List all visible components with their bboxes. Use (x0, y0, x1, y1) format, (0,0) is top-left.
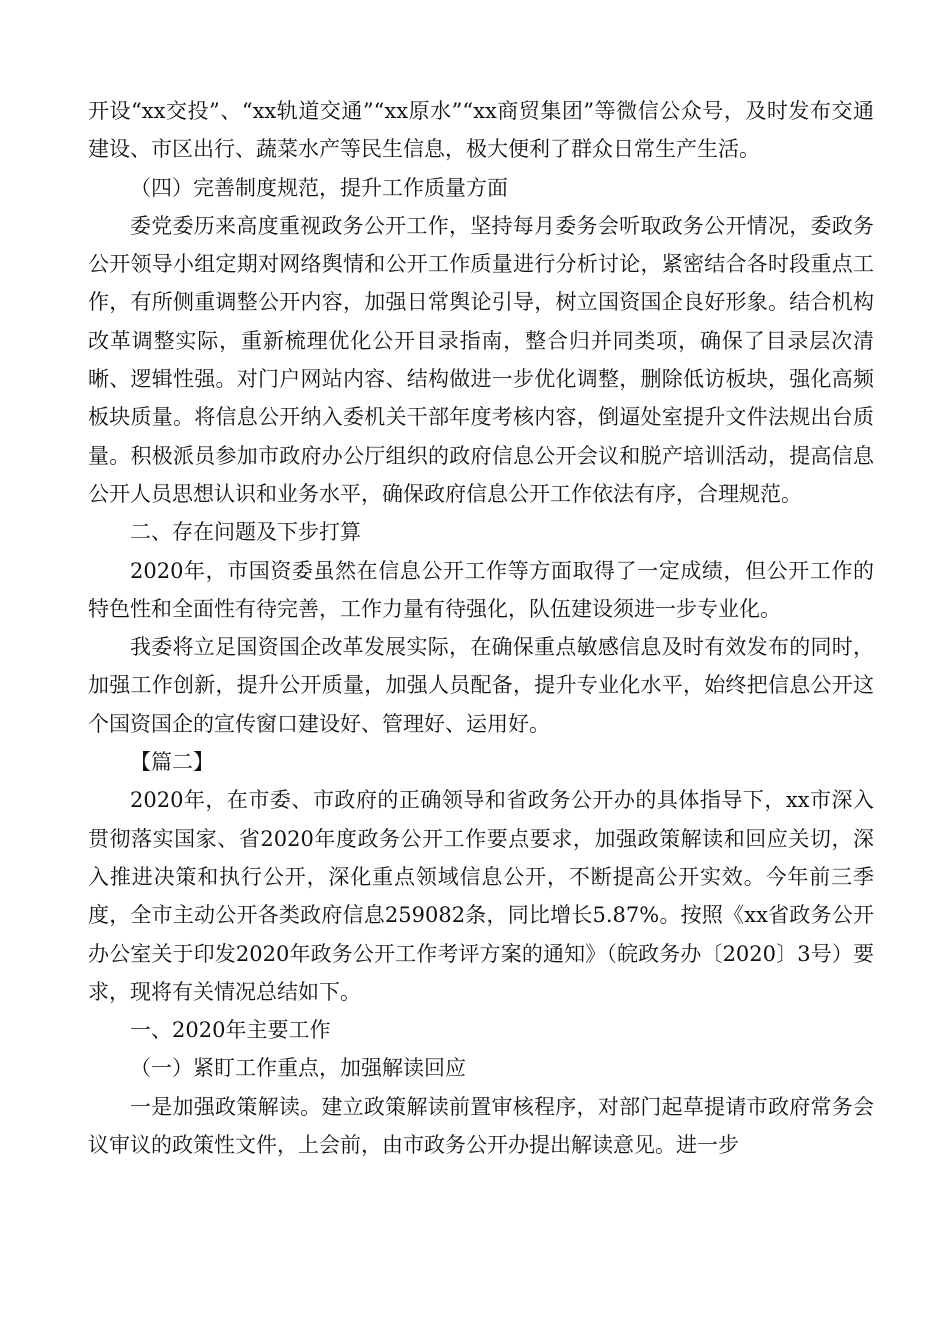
paragraph-problems: 2020年，市国资委虽然在信息公开工作等方面取得了一定成绩，但公开工作的特色性和全面性有待完善，工作力量有待强化，队伍建设须进一步专业化。 (88, 558, 874, 621)
paragraph-regulations: 委党委历来高度重视政务公开工作，坚持每月委务会听取政务公开情况，委政务公开领导小组定期对网络舆情和公开工作质量进行分析讨论，紧密结合各时段重点工作，有所侧重调整公开内容，加强日常舆论引导，树立国资国企良好形象。结合机构改革调整实际，重新梳理优化公开目录指南，整合归并同类项，确保了目录层次清晰、逻辑性强。对门户网站内容、结构做进一步优化调整，删除低访板块，强化高频板块质量。将信息公开纳入委机关干部年度考核内容，倒逼处室提升文件法规出台质量。积极派员参加市政府办公厅组织的政府信息公开会议和脱产培训活动，提高信息公开人员思想认识和业务水平，确保政府信息公开工作依法有序，合理规范。 (88, 213, 874, 506)
subsection-heading-interpretation: （一）紧盯工作重点，加强解读回应 (130, 1056, 466, 1081)
paragraph-wechat-accounts: 开设“xx交投”、“xx轨道交通”“xx原水”“xx商贸集团”等微信公众号，及时发布交通建设、市区出行、蔬菜水产等民生信息，极大便利了群众日常生产生活。 (88, 99, 874, 162)
part-two-heading: 【篇二】 (130, 750, 214, 775)
paragraph-plans: 我委将立足国资国企改革发展实际，在确保重点敏感信息及时有效发布的同时，加强工作创新，提升公开质量，加强人员配备，提升专业化水平，始终把信息公开这个国资国企的宣传窗口建设好、管理好、运用好。 (88, 635, 874, 736)
paragraph-policy-interpretation: 一是加强政策解读。建立政策解读前置审核程序，对部门起草提请市政府常务会议审议的政策性文件，上会前，由市政务公开办提出解读意见。进一步 (88, 1094, 874, 1158)
paragraph-part-two-intro: 2020年，在市委、市政府的正确领导和省政务公开办的具体指导下，xx市深入贯彻落实国家、省2020年度政务公开工作要点要求，加强政策解读和回应关切，深入推进决策和执行公开，深化重点领域信息公开，不断提高公开实效。今年前三季度，全市主动公开各类政府信息259082条，同比增长5.87%。按照《xx省政务公开办公室关于印发2020年政务公开工作考评方案的通知》（皖政务办〔2020〕3号）要求，现将有关情况总结如下。 (88, 788, 874, 1004)
section-heading-problems-plans: 二、存在问题及下步打算 (130, 520, 361, 545)
section-heading-main-work: 一、2020年主要工作 (130, 1018, 331, 1043)
document-body (88, 92, 874, 1164)
section-heading-regulations: （四）完善制度规范，提升工作质量方面 (130, 175, 508, 200)
